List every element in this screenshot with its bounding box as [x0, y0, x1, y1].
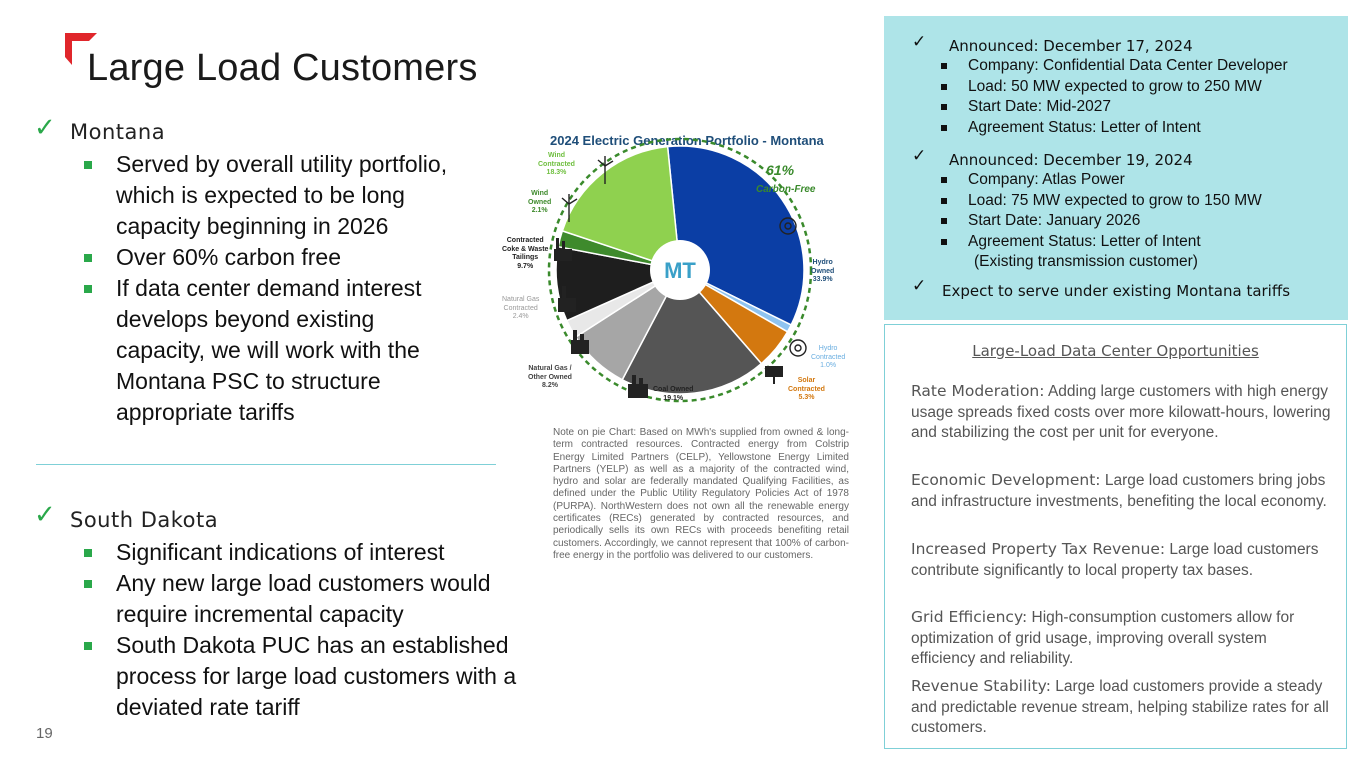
- south-dakota-heading: South Dakota: [70, 508, 219, 532]
- announcement-continuation: (Existing transmission customer): [974, 253, 1198, 271]
- announcement-item: Load: 50 MW expected to grow to 250 MW: [939, 77, 1288, 98]
- solar-panel-icon: [765, 366, 783, 384]
- label-coke-waste: Contracted Coke & Waste Tailings 9.7%: [502, 237, 549, 270]
- announcement-item: Company: Confidential Data Center Developer: [939, 56, 1288, 77]
- check-icon: ✓: [912, 146, 927, 165]
- announcement-title: Announced: December 17, 2024: [949, 37, 1193, 55]
- opportunity-text: High-consumption customers allow for optimization of grid usage, improving overall system efficiency and reliability.: [911, 609, 1295, 668]
- opportunity-item: [911, 607, 1331, 670]
- label-coal-owned: Coal Owned 19.1%: [653, 386, 694, 402]
- chart-note: Note on pie Chart: Based on MWh's supplied from owned & long-term contracted resources. Contracted energy from Colstrip Energy Limited Partners (CELP), Yellowstone Energy Limited Partners (YELP) as well as a majority of the contracted wind, hydro and solar are federally mandated Qualifying Facilities, as defined under the Public Utility Regulatory Policies Act of 1978 (PURPA). NorthWestern does not own all the renewable energy certificates (RECs) generated by contracted resources, and periodically sells its own RECs with proceeds benefiting retail customers. Accordingly, we cannot represent that 100% of carbon-free energy in the portfolio was delivered to our customers.: [553, 427, 849, 561]
- montana-heading: Montana: [70, 120, 166, 144]
- carbon-free-percent: 61%: [766, 162, 795, 178]
- opportunities-panel: [884, 324, 1347, 749]
- page-title: Large Load Customers: [87, 47, 478, 89]
- south-dakota-bullets: [84, 537, 524, 723]
- bullet-item: South Dakota PUC has an established process for large load customers with a deviated rate tariff: [84, 630, 526, 723]
- opportunity-heading: Revenue Stability:: [911, 677, 1051, 695]
- chart-title: 2024 Electric Generation Portfolio - Montana: [550, 133, 824, 148]
- opportunity-item: [911, 381, 1331, 444]
- label-wind-contracted: Wind Contracted 18.3%: [538, 152, 575, 176]
- page-number: 19: [36, 725, 53, 742]
- label-gas-contracted: Natural Gas Contracted 2.4%: [502, 296, 540, 320]
- label-gas-owned: Natural Gas / Other Owned 8.2%: [528, 365, 572, 389]
- announcement-item: Start Date: Mid-2027: [939, 97, 1288, 118]
- announcements-panel: [884, 16, 1348, 320]
- opportunities-title: Large-Load Data Center Opportunities: [972, 342, 1259, 360]
- center-label: MT: [664, 258, 696, 283]
- label-hydro-contracted: Hydro Contracted 1.0%: [811, 345, 846, 369]
- bullet-item: Served by overall utility portfolio, which is expected to be long capacity beginning in 2026: [84, 149, 486, 242]
- carbon-free-text: Carbon-Free: [756, 184, 816, 195]
- check-icon: ✓: [34, 112, 56, 142]
- opportunity-heading: Rate Moderation:: [911, 382, 1045, 400]
- opportunity-text: Adding large customers with high energy usage spreads fixed costs over more kilowatt-hours, lowering and stabilizing the cost per unit for everyone.: [911, 383, 1331, 442]
- announcement-item: Load: 75 MW expected to grow to 150 MW: [939, 191, 1262, 212]
- expect-line: Expect to serve under existing Montana tariffs: [942, 282, 1291, 300]
- opportunity-item: [911, 539, 1331, 581]
- opportunity-heading: Increased Property Tax Revenue:: [911, 540, 1166, 558]
- bullet-item: Over 60% carbon free: [84, 242, 504, 273]
- opportunity-text: Large load customers bring jobs and infrastructure investments, benefiting the local economy.: [911, 472, 1327, 510]
- label-wind-owned: Wind Owned 2.1%: [528, 190, 552, 214]
- announcement-title: Announced: December 19, 2024: [949, 151, 1193, 169]
- opportunity-text: Large load customers contribute significantly to local property tax bases.: [911, 541, 1319, 579]
- announcement-item: Start Date: January 2026: [939, 211, 1262, 232]
- opportunity-item: [911, 676, 1331, 739]
- opportunity-heading: Economic Development:: [911, 471, 1101, 489]
- portfolio-pie-chart: [498, 128, 850, 413]
- check-icon: ✓: [34, 499, 56, 529]
- opportunity-heading: Grid Efficiency:: [911, 608, 1028, 626]
- bullet-item: Significant indications of interest: [84, 537, 524, 568]
- check-icon: ✓: [912, 32, 927, 51]
- bullet-item: Any new large load customers would require incremental capacity: [84, 568, 516, 630]
- announcement-item: Agreement Status: Letter of Intent: [939, 232, 1262, 253]
- montana-bullets: [84, 149, 504, 428]
- label-solar-contracted: Solar Contracted 5.3%: [788, 377, 825, 401]
- announcement-item: Agreement Status: Letter of Intent: [939, 118, 1288, 139]
- opportunity-item: [911, 470, 1331, 512]
- bullet-item: If data center demand interest develops beyond existing capacity, we will work with the Montana PSC to structure appropriate tariffs: [84, 273, 456, 428]
- announcement-items: [939, 56, 1288, 138]
- section-divider: [36, 464, 496, 465]
- announcement-item: Company: Atlas Power: [939, 170, 1262, 191]
- announcement-items: [939, 170, 1262, 273]
- check-icon: ✓: [912, 276, 927, 295]
- label-hydro-owned: Hydro Owned 33.9%: [811, 259, 835, 283]
- opportunity-text: Large load customers provide a steady and predictable revenue stream, helping stabilize rates for all customers.: [911, 678, 1329, 737]
